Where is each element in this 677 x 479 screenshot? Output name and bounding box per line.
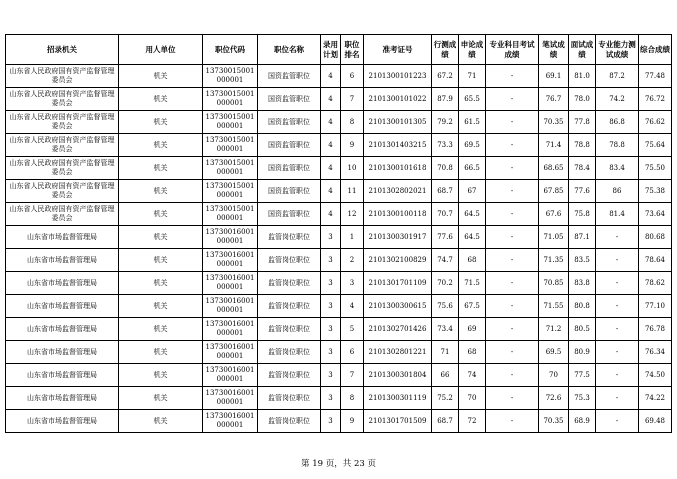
table-cell: 80.8 xyxy=(569,295,596,318)
table-cell: 86 xyxy=(596,180,639,203)
table-cell: 监管岗位职位 xyxy=(258,318,321,341)
column-header: 申论成绩 xyxy=(459,35,486,65)
table-cell: 山东省市场监督管理局 xyxy=(6,226,119,249)
table-cell: 76.72 xyxy=(639,88,672,111)
table-cell: 山东省市场监督管理局 xyxy=(6,249,119,272)
table-cell: 8 xyxy=(341,387,364,410)
table-cell: 2101300301917 xyxy=(364,226,432,249)
table-cell: - xyxy=(486,226,539,249)
table-cell: 2101300300615 xyxy=(364,295,432,318)
table-cell: 4 xyxy=(321,134,341,157)
table-row xyxy=(6,88,672,111)
table-cell: 70.2 xyxy=(432,272,459,295)
table-cell: 3 xyxy=(321,341,341,364)
table-cell: 77.8 xyxy=(569,111,596,134)
table-cell: 76.34 xyxy=(639,341,672,364)
table-cell: 75.8 xyxy=(569,203,596,226)
table-cell: 13730016001000001 xyxy=(203,387,258,410)
table-cell: 80.68 xyxy=(639,226,672,249)
table-cell: 67.6 xyxy=(539,203,569,226)
table-cell: 81.0 xyxy=(569,65,596,88)
table-cell: 75.64 xyxy=(639,134,672,157)
table-cell: - xyxy=(486,387,539,410)
table-cell: 1 xyxy=(341,226,364,249)
table-cell: 67 xyxy=(459,180,486,203)
table-cell: 13730015001000001 xyxy=(203,111,258,134)
table-row xyxy=(6,203,672,226)
table-cell: 83.5 xyxy=(569,249,596,272)
table-row xyxy=(6,111,672,134)
table-cell: 70.85 xyxy=(539,272,569,295)
table-cell: 69.5 xyxy=(459,134,486,157)
table-cell: 机关 xyxy=(119,88,203,111)
table-cell: 国资监管职位 xyxy=(258,88,321,111)
table-cell: 70.35 xyxy=(539,111,569,134)
table-cell: 监管岗位职位 xyxy=(258,387,321,410)
table-row xyxy=(6,295,672,318)
table-cell: 83.8 xyxy=(569,272,596,295)
table-cell: 2101301701109 xyxy=(364,272,432,295)
table-cell: 山东省市场监督管理局 xyxy=(6,341,119,364)
table-cell: 13730016001000001 xyxy=(203,341,258,364)
table-cell: 13730016001000001 xyxy=(203,272,258,295)
table-cell: 73.64 xyxy=(639,203,672,226)
table-cell: 监管岗位职位 xyxy=(258,226,321,249)
table-cell: 2101300101305 xyxy=(364,111,432,134)
table-cell: 76.7 xyxy=(539,88,569,111)
table-cell: 13730015001000001 xyxy=(203,157,258,180)
table-cell: 机关 xyxy=(119,180,203,203)
table-cell: 监管岗位职位 xyxy=(258,295,321,318)
table-cell: 13730016001000001 xyxy=(203,249,258,272)
table-cell: 4 xyxy=(341,295,364,318)
table-cell: 83.4 xyxy=(596,157,639,180)
table-cell: 65.5 xyxy=(459,88,486,111)
table-cell: 山东省人民政府国有资产监督管理委员会 xyxy=(6,65,119,88)
table-cell: 国资监管职位 xyxy=(258,111,321,134)
table-cell: 74 xyxy=(459,364,486,387)
table-cell: 75.50 xyxy=(639,157,672,180)
table-cell: 76.62 xyxy=(639,111,672,134)
column-header: 录用计划 xyxy=(321,35,341,65)
table-cell: 4 xyxy=(321,180,341,203)
table-cell: 77.5 xyxy=(569,364,596,387)
table-cell: 77.6 xyxy=(432,226,459,249)
table-cell: 69.5 xyxy=(539,341,569,364)
table-cell: 81.4 xyxy=(596,203,639,226)
table-cell: 2101300101223 xyxy=(364,65,432,88)
table-cell: 87.1 xyxy=(569,226,596,249)
table-row xyxy=(6,387,672,410)
table-cell: 2101302801221 xyxy=(364,341,432,364)
table-cell: - xyxy=(486,203,539,226)
table-cell: 2101300301804 xyxy=(364,364,432,387)
table-cell: 72.6 xyxy=(539,387,569,410)
table-cell: - xyxy=(486,111,539,134)
table-cell: 68.7 xyxy=(432,410,459,433)
column-header: 专业科目考试成绩 xyxy=(486,35,539,65)
column-header: 综合成绩 xyxy=(639,35,672,65)
table-cell: 9 xyxy=(341,410,364,433)
table-cell: 山东省市场监督管理局 xyxy=(6,387,119,410)
table-cell: 75.6 xyxy=(432,295,459,318)
table-cell: 74.2 xyxy=(596,88,639,111)
table-cell: 山东省市场监督管理局 xyxy=(6,295,119,318)
table-cell: 6 xyxy=(341,65,364,88)
table-cell: 13730015001000001 xyxy=(203,88,258,111)
table-cell: 76.78 xyxy=(639,318,672,341)
table-row xyxy=(6,226,672,249)
table-cell: 67.85 xyxy=(539,180,569,203)
table-cell: 73.4 xyxy=(432,318,459,341)
column-header: 面试成绩 xyxy=(569,35,596,65)
column-header: 招录机关 xyxy=(6,35,119,65)
table-cell: 13730015001000001 xyxy=(203,65,258,88)
table-cell: 79.2 xyxy=(432,111,459,134)
column-header: 准考证号 xyxy=(364,35,432,65)
table-cell: - xyxy=(596,341,639,364)
table-cell: 机关 xyxy=(119,157,203,180)
table-cell: 71.55 xyxy=(539,295,569,318)
table-cell: 74.50 xyxy=(639,364,672,387)
table-cell: 3 xyxy=(321,410,341,433)
table-cell: 68.9 xyxy=(569,410,596,433)
table-cell: 机关 xyxy=(119,364,203,387)
table-cell: 78.4 xyxy=(569,157,596,180)
table-cell: 国资监管职位 xyxy=(258,134,321,157)
table-cell: 3 xyxy=(321,226,341,249)
table-cell: 11 xyxy=(341,180,364,203)
table-cell: 山东省人民政府国有资产监督管理委员会 xyxy=(6,134,119,157)
table-cell: 5 xyxy=(341,318,364,341)
table-cell: 国资监管职位 xyxy=(258,180,321,203)
table-cell: 13730016001000001 xyxy=(203,364,258,387)
table-cell: - xyxy=(596,410,639,433)
table-cell: 机关 xyxy=(119,272,203,295)
table-cell: 69.48 xyxy=(639,410,672,433)
column-header: 用人单位 xyxy=(119,35,203,65)
table-cell: 72 xyxy=(459,410,486,433)
table-cell: 13730016001000001 xyxy=(203,318,258,341)
table-cell: 国资监管职位 xyxy=(258,157,321,180)
table-cell: - xyxy=(486,134,539,157)
table-cell: 8 xyxy=(341,111,364,134)
table-cell: 64.5 xyxy=(459,226,486,249)
table-cell: 机关 xyxy=(119,410,203,433)
table-cell: 国资监管职位 xyxy=(258,203,321,226)
table-cell: 78.62 xyxy=(639,272,672,295)
table-cell: 4 xyxy=(321,88,341,111)
score-table xyxy=(5,34,672,433)
table-cell: 3 xyxy=(321,387,341,410)
table-cell: 13730016001000001 xyxy=(203,410,258,433)
page-footer: 第 19 页，共 23 页 xyxy=(301,459,376,469)
table-cell: - xyxy=(596,249,639,272)
table-cell: 64.5 xyxy=(459,203,486,226)
table-cell: 78.8 xyxy=(569,134,596,157)
table-cell: - xyxy=(486,364,539,387)
table-cell: 山东省市场监督管理局 xyxy=(6,364,119,387)
table-cell: 75.38 xyxy=(639,180,672,203)
table-cell: 国资监管职位 xyxy=(258,65,321,88)
table-cell: 山东省人民政府国有资产监督管理委员会 xyxy=(6,111,119,134)
table-row xyxy=(6,272,672,295)
column-header: 行测成绩 xyxy=(432,35,459,65)
table-cell: 3 xyxy=(321,318,341,341)
table-cell: 78.0 xyxy=(569,88,596,111)
table-row xyxy=(6,341,672,364)
table-cell: - xyxy=(486,157,539,180)
table-cell: 70.8 xyxy=(432,157,459,180)
table-cell: 山东省市场监督管理局 xyxy=(6,272,119,295)
table-cell: 13730015001000001 xyxy=(203,180,258,203)
table-cell: 77.10 xyxy=(639,295,672,318)
table-cell: 87.9 xyxy=(432,88,459,111)
table-cell: - xyxy=(596,318,639,341)
table-body xyxy=(6,65,672,433)
table-row xyxy=(6,157,672,180)
table-cell: 70.7 xyxy=(432,203,459,226)
table-cell: 监管岗位职位 xyxy=(258,272,321,295)
table-cell: 75.2 xyxy=(432,387,459,410)
table-cell: 2101300301119 xyxy=(364,387,432,410)
column-header: 职位代码 xyxy=(203,35,258,65)
table-cell: 67.2 xyxy=(432,65,459,88)
table-cell: 6 xyxy=(341,341,364,364)
table-cell: - xyxy=(486,341,539,364)
table-cell: 3 xyxy=(321,272,341,295)
table-cell: 3 xyxy=(321,295,341,318)
table-cell: 7 xyxy=(341,88,364,111)
table-cell: 69 xyxy=(459,318,486,341)
table-cell: 机关 xyxy=(119,295,203,318)
table-cell: 68 xyxy=(459,249,486,272)
table-cell: 4 xyxy=(321,65,341,88)
table-cell: - xyxy=(486,180,539,203)
table-header-row xyxy=(6,35,672,65)
table-cell: 71.35 xyxy=(539,249,569,272)
table-cell: 68 xyxy=(459,341,486,364)
table-cell: 监管岗位职位 xyxy=(258,410,321,433)
table-cell: 78.8 xyxy=(596,134,639,157)
table-cell: 4 xyxy=(321,203,341,226)
table-cell: 2 xyxy=(341,249,364,272)
table-cell: 3 xyxy=(321,249,341,272)
table-cell: 山东省人民政府国有资产监督管理委员会 xyxy=(6,88,119,111)
table-cell: 机关 xyxy=(119,134,203,157)
table-cell: - xyxy=(596,226,639,249)
table-cell: 机关 xyxy=(119,249,203,272)
table-cell: - xyxy=(596,364,639,387)
table-row xyxy=(6,364,672,387)
table-cell: 山东省市场监督管理局 xyxy=(6,410,119,433)
table-cell: 70 xyxy=(539,364,569,387)
table-cell: - xyxy=(486,249,539,272)
table-cell: 13730015001000001 xyxy=(203,134,258,157)
table-cell: 71.4 xyxy=(539,134,569,157)
table-cell: 机关 xyxy=(119,341,203,364)
table-cell: 监管岗位职位 xyxy=(258,249,321,272)
table-cell: 9 xyxy=(341,134,364,157)
table-cell: 71 xyxy=(459,65,486,88)
table-cell: 4 xyxy=(321,157,341,180)
table-cell: 66.5 xyxy=(459,157,486,180)
table-cell: 68.65 xyxy=(539,157,569,180)
table-cell: 2101301403215 xyxy=(364,134,432,157)
table-cell: 3 xyxy=(341,272,364,295)
table-cell: 山东省市场监督管理局 xyxy=(6,318,119,341)
table-cell: 机关 xyxy=(119,203,203,226)
table-cell: 67.5 xyxy=(459,295,486,318)
table-cell: 2101300101618 xyxy=(364,157,432,180)
table-cell: 68.7 xyxy=(432,180,459,203)
column-header: 职位名称 xyxy=(258,35,321,65)
table-row xyxy=(6,318,672,341)
table-cell: 2101302100829 xyxy=(364,249,432,272)
table-cell: 71.2 xyxy=(539,318,569,341)
table-cell: 机关 xyxy=(119,65,203,88)
table-cell: 77.6 xyxy=(569,180,596,203)
table-cell: 12 xyxy=(341,203,364,226)
table-row xyxy=(6,134,672,157)
table-row xyxy=(6,180,672,203)
table-cell: 2101300100118 xyxy=(364,203,432,226)
column-header: 专业能力测试成绩 xyxy=(596,35,639,65)
table-cell: - xyxy=(596,295,639,318)
table-cell: 2101302802021 xyxy=(364,180,432,203)
table-cell: 71.05 xyxy=(539,226,569,249)
column-header: 职位排名 xyxy=(341,35,364,65)
table-cell: 61.5 xyxy=(459,111,486,134)
table-cell: - xyxy=(486,410,539,433)
table-cell: - xyxy=(486,65,539,88)
table-cell: 87.2 xyxy=(596,65,639,88)
table-cell: 3 xyxy=(321,364,341,387)
table-cell: 2101300101022 xyxy=(364,88,432,111)
table-cell: 70.35 xyxy=(539,410,569,433)
table-cell: 73.3 xyxy=(432,134,459,157)
table-cell: - xyxy=(486,88,539,111)
table-cell: 山东省人民政府国有资产监督管理委员会 xyxy=(6,180,119,203)
table-cell: 66 xyxy=(432,364,459,387)
table-cell: 78.64 xyxy=(639,249,672,272)
table-cell: 70 xyxy=(459,387,486,410)
column-header: 笔试成绩 xyxy=(539,35,569,65)
table-cell: 86.8 xyxy=(596,111,639,134)
table-cell: - xyxy=(486,272,539,295)
table-cell: 机关 xyxy=(119,226,203,249)
table-cell: 74.22 xyxy=(639,387,672,410)
table-cell: 69.1 xyxy=(539,65,569,88)
table-cell: 2101301701509 xyxy=(364,410,432,433)
table-cell: 监管岗位职位 xyxy=(258,341,321,364)
table-cell: - xyxy=(596,272,639,295)
table-cell: 13730015001000001 xyxy=(203,203,258,226)
table-cell: 80.9 xyxy=(569,341,596,364)
table-cell: - xyxy=(486,318,539,341)
table-cell: 77.48 xyxy=(639,65,672,88)
table-cell: 2101302701426 xyxy=(364,318,432,341)
table-cell: 80.5 xyxy=(569,318,596,341)
table-cell: 74.7 xyxy=(432,249,459,272)
table-cell: 4 xyxy=(321,111,341,134)
table-row xyxy=(6,249,672,272)
table-cell: 山东省人民政府国有资产监督管理委员会 xyxy=(6,203,119,226)
table-cell: 机关 xyxy=(119,387,203,410)
table-cell: 10 xyxy=(341,157,364,180)
table-cell: 机关 xyxy=(119,111,203,134)
table-cell: 71 xyxy=(432,341,459,364)
table-cell: 13730016001000001 xyxy=(203,295,258,318)
table-cell: 山东省人民政府国有资产监督管理委员会 xyxy=(6,157,119,180)
table-cell: 13730016001000001 xyxy=(203,226,258,249)
table-cell: 71.5 xyxy=(459,272,486,295)
table-cell: 机关 xyxy=(119,318,203,341)
table-cell: - xyxy=(596,387,639,410)
table-cell: 7 xyxy=(341,364,364,387)
table-row xyxy=(6,410,672,433)
table-cell: - xyxy=(486,295,539,318)
table-row xyxy=(6,65,672,88)
table-cell: 监管岗位职位 xyxy=(258,364,321,387)
table-cell: 75.3 xyxy=(569,387,596,410)
